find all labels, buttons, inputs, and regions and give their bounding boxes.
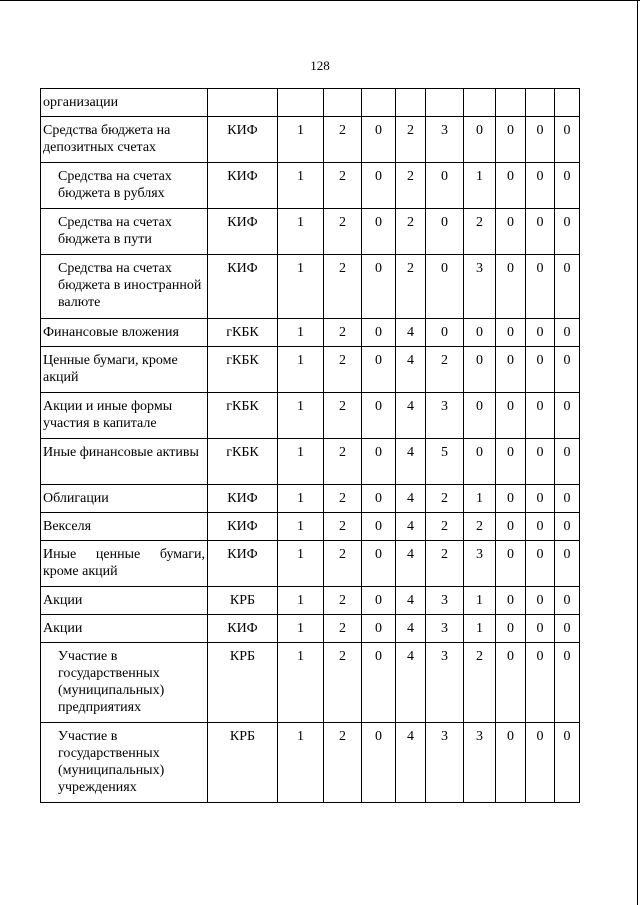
row-digit-cell: 1	[278, 209, 324, 255]
row-digit-cell: 0	[496, 163, 526, 209]
row-digit-cell: 0	[362, 163, 396, 209]
row-digit-cell: 3	[426, 117, 464, 163]
row-name-cell: Средства на счетах бюджета в иностранной валюте	[41, 255, 208, 319]
table-row	[41, 485, 580, 513]
row-digit-cell: 0	[496, 541, 526, 587]
row-digit-cell: 1	[278, 117, 324, 163]
row-digit-cell: 0	[426, 209, 464, 255]
row-digit-cell: 4	[396, 319, 426, 347]
row-digit-cell: 1	[278, 439, 324, 485]
row-code-cell: КИФ	[208, 485, 278, 513]
page-border-top	[0, 0, 640, 1]
row-digit-cell: 2	[426, 347, 464, 393]
row-code-cell: КРБ	[208, 643, 278, 723]
row-digit-cell: 5	[426, 439, 464, 485]
row-digit-cell: 2	[324, 117, 362, 163]
row-digit-cell: 0	[526, 319, 555, 347]
row-digit-cell: 0	[526, 513, 555, 541]
table-row	[41, 615, 580, 643]
page-number: 128	[310, 58, 330, 73]
row-name-cell: Средства на счетах бюджета в рублях	[41, 163, 208, 209]
row-digit-cell: 0	[526, 347, 555, 393]
row-code-cell: КИФ	[208, 513, 278, 541]
row-digit-cell: 0	[362, 513, 396, 541]
row-digit-cell: 0	[555, 485, 580, 513]
row-digit-cell: 2	[396, 255, 426, 319]
row-digit-cell	[496, 89, 526, 117]
row-digit-cell: 1	[278, 163, 324, 209]
row-digit-cell	[324, 89, 362, 117]
row-digit-cell: 3	[426, 723, 464, 803]
row-digit-cell: 2	[396, 163, 426, 209]
table-row	[41, 209, 580, 255]
row-digit-cell: 0	[555, 643, 580, 723]
row-digit-cell: 0	[362, 209, 396, 255]
row-digit-cell: 1	[278, 541, 324, 587]
row-digit-cell: 1	[464, 485, 496, 513]
row-digit-cell: 0	[555, 117, 580, 163]
table-row	[41, 89, 580, 117]
row-digit-cell: 0	[496, 347, 526, 393]
table-row	[41, 393, 580, 439]
row-digit-cell: 1	[278, 513, 324, 541]
row-digit-cell: 3	[464, 255, 496, 319]
row-digit-cell: 0	[526, 485, 555, 513]
row-digit-cell: 0	[526, 541, 555, 587]
row-code-cell: КИФ	[208, 615, 278, 643]
row-code-cell: КИФ	[208, 255, 278, 319]
table-row	[41, 723, 580, 803]
row-digit-cell: 2	[464, 209, 496, 255]
row-code-cell: гКБК	[208, 347, 278, 393]
table-row	[41, 643, 580, 723]
classification-table	[40, 88, 580, 803]
row-digit-cell: 0	[526, 439, 555, 485]
row-digit-cell: 0	[362, 117, 396, 163]
row-digit-cell: 0	[496, 485, 526, 513]
row-name-cell: Ценные бумаги, кроме акций	[41, 347, 208, 393]
table-row	[41, 439, 580, 485]
row-digit-cell: 3	[426, 393, 464, 439]
row-digit-cell: 4	[396, 643, 426, 723]
row-digit-cell: 0	[526, 393, 555, 439]
row-digit-cell: 2	[324, 485, 362, 513]
row-digit-cell: 0	[426, 163, 464, 209]
row-digit-cell: 0	[526, 615, 555, 643]
row-code-cell: гКБК	[208, 319, 278, 347]
row-digit-cell: 0	[496, 643, 526, 723]
row-digit-cell: 0	[362, 615, 396, 643]
row-digit-cell: 0	[496, 117, 526, 163]
row-digit-cell: 1	[278, 347, 324, 393]
row-digit-cell: 0	[555, 439, 580, 485]
row-name-cell: Финансовые вложения	[41, 319, 208, 347]
row-digit-cell: 0	[526, 587, 555, 615]
row-digit-cell: 0	[464, 439, 496, 485]
row-digit-cell: 0	[496, 255, 526, 319]
row-digit-cell: 4	[396, 587, 426, 615]
row-name-cell: Облигации	[41, 485, 208, 513]
row-digit-cell: 4	[396, 513, 426, 541]
row-name-cell: Иные ценные бумаги, кроме акций	[41, 541, 208, 587]
row-digit-cell: 0	[496, 615, 526, 643]
row-digit-cell	[362, 89, 396, 117]
row-digit-cell: 0	[362, 319, 396, 347]
table-row	[41, 255, 580, 319]
row-name-cell: Векселя	[41, 513, 208, 541]
row-code-cell: гКБК	[208, 393, 278, 439]
row-digit-cell	[464, 89, 496, 117]
row-digit-cell: 0	[426, 319, 464, 347]
row-digit-cell: 0	[362, 255, 396, 319]
row-digit-cell: 4	[396, 393, 426, 439]
row-digit-cell: 0	[496, 319, 526, 347]
row-digit-cell: 2	[396, 209, 426, 255]
row-digit-cell: 0	[555, 541, 580, 587]
row-digit-cell: 0	[496, 393, 526, 439]
row-digit-cell	[426, 89, 464, 117]
row-digit-cell: 1	[278, 587, 324, 615]
row-digit-cell: 4	[396, 439, 426, 485]
row-code-cell: КИФ	[208, 163, 278, 209]
row-digit-cell: 4	[396, 723, 426, 803]
row-digit-cell: 1	[464, 615, 496, 643]
row-digit-cell: 0	[362, 587, 396, 615]
page-border-right	[637, 0, 638, 905]
row-digit-cell: 0	[526, 643, 555, 723]
row-digit-cell: 2	[324, 163, 362, 209]
row-digit-cell: 0	[496, 723, 526, 803]
row-name-cell: Иные финансовые активы	[41, 439, 208, 485]
table-body	[41, 89, 580, 803]
row-digit-cell: 2	[426, 513, 464, 541]
row-digit-cell: 2	[324, 209, 362, 255]
row-digit-cell: 0	[555, 347, 580, 393]
row-digit-cell: 2	[396, 117, 426, 163]
row-digit-cell: 0	[464, 319, 496, 347]
row-digit-cell: 3	[426, 615, 464, 643]
row-digit-cell: 2	[464, 513, 496, 541]
row-digit-cell: 3	[426, 643, 464, 723]
row-digit-cell: 0	[362, 485, 396, 513]
row-digit-cell: 0	[362, 439, 396, 485]
row-code-cell: КИФ	[208, 541, 278, 587]
row-digit-cell: 2	[324, 347, 362, 393]
row-digit-cell: 2	[324, 541, 362, 587]
table-row	[41, 513, 580, 541]
table-row	[41, 163, 580, 209]
table-row	[41, 541, 580, 587]
row-digit-cell: 0	[526, 255, 555, 319]
row-digit-cell: 4	[396, 485, 426, 513]
row-digit-cell: 4	[396, 615, 426, 643]
row-digit-cell: 1	[464, 587, 496, 615]
row-digit-cell: 0	[464, 347, 496, 393]
row-code-cell: КИФ	[208, 117, 278, 163]
row-digit-cell: 3	[464, 723, 496, 803]
row-digit-cell: 3	[426, 587, 464, 615]
row-digit-cell: 4	[396, 347, 426, 393]
row-digit-cell	[526, 89, 555, 117]
row-digit-cell: 0	[426, 255, 464, 319]
row-digit-cell: 0	[362, 643, 396, 723]
row-digit-cell: 0	[555, 513, 580, 541]
row-digit-cell: 2	[324, 643, 362, 723]
row-digit-cell: 0	[526, 117, 555, 163]
row-name-cell: Акции	[41, 587, 208, 615]
row-digit-cell: 0	[555, 209, 580, 255]
row-name-cell: Средства на счетах бюджета в пути	[41, 209, 208, 255]
row-digit-cell: 0	[362, 347, 396, 393]
row-digit-cell: 1	[278, 643, 324, 723]
row-name-cell: Участие в государственных (муниципальных) учреждениях	[41, 723, 208, 803]
table-row	[41, 347, 580, 393]
row-digit-cell: 0	[496, 209, 526, 255]
row-code-cell: гКБК	[208, 439, 278, 485]
row-code-cell: КРБ	[208, 723, 278, 803]
row-digit-cell: 2	[324, 615, 362, 643]
row-digit-cell	[278, 89, 324, 117]
table-row	[41, 587, 580, 615]
row-code-cell	[208, 89, 278, 117]
table-row	[41, 319, 580, 347]
row-digit-cell: 0	[464, 117, 496, 163]
row-digit-cell: 0	[555, 163, 580, 209]
row-digit-cell: 0	[362, 541, 396, 587]
row-name-cell: Участие в государственных (муниципальных) предприятиях	[41, 643, 208, 723]
row-digit-cell: 0	[362, 723, 396, 803]
row-digit-cell: 1	[278, 319, 324, 347]
row-digit-cell: 1	[278, 255, 324, 319]
row-digit-cell: 0	[464, 393, 496, 439]
row-digit-cell: 4	[396, 541, 426, 587]
table-row	[41, 117, 580, 163]
row-digit-cell: 2	[324, 393, 362, 439]
row-digit-cell: 0	[496, 587, 526, 615]
row-code-cell: КИФ	[208, 209, 278, 255]
row-digit-cell: 0	[496, 439, 526, 485]
row-name-cell: организации	[41, 89, 208, 117]
row-digit-cell: 2	[426, 541, 464, 587]
row-digit-cell: 0	[555, 723, 580, 803]
row-digit-cell: 0	[526, 209, 555, 255]
row-digit-cell: 0	[555, 319, 580, 347]
row-name-cell: Акции и иные формы участия в капитале	[41, 393, 208, 439]
row-digit-cell: 1	[278, 393, 324, 439]
row-digit-cell: 2	[324, 255, 362, 319]
row-digit-cell: 0	[555, 587, 580, 615]
row-digit-cell: 0	[555, 393, 580, 439]
row-digit-cell: 0	[496, 513, 526, 541]
row-digit-cell: 0	[526, 163, 555, 209]
row-digit-cell	[396, 89, 426, 117]
row-digit-cell: 1	[278, 723, 324, 803]
row-name-cell: Средства бюджета на депозитных счетах	[41, 117, 208, 163]
row-digit-cell: 0	[362, 393, 396, 439]
row-digit-cell: 3	[464, 541, 496, 587]
row-digit-cell: 2	[426, 485, 464, 513]
row-digit-cell: 2	[324, 587, 362, 615]
row-digit-cell: 2	[324, 439, 362, 485]
row-digit-cell: 2	[464, 643, 496, 723]
row-digit-cell: 1	[464, 163, 496, 209]
row-digit-cell: 2	[324, 723, 362, 803]
row-digit-cell: 0	[555, 255, 580, 319]
row-digit-cell: 0	[526, 723, 555, 803]
row-digit-cell: 2	[324, 319, 362, 347]
row-digit-cell: 1	[278, 615, 324, 643]
row-digit-cell: 1	[278, 485, 324, 513]
row-digit-cell	[555, 89, 580, 117]
row-name-cell: Акции	[41, 615, 208, 643]
row-digit-cell: 2	[324, 513, 362, 541]
row-code-cell: КРБ	[208, 587, 278, 615]
row-digit-cell: 0	[555, 615, 580, 643]
